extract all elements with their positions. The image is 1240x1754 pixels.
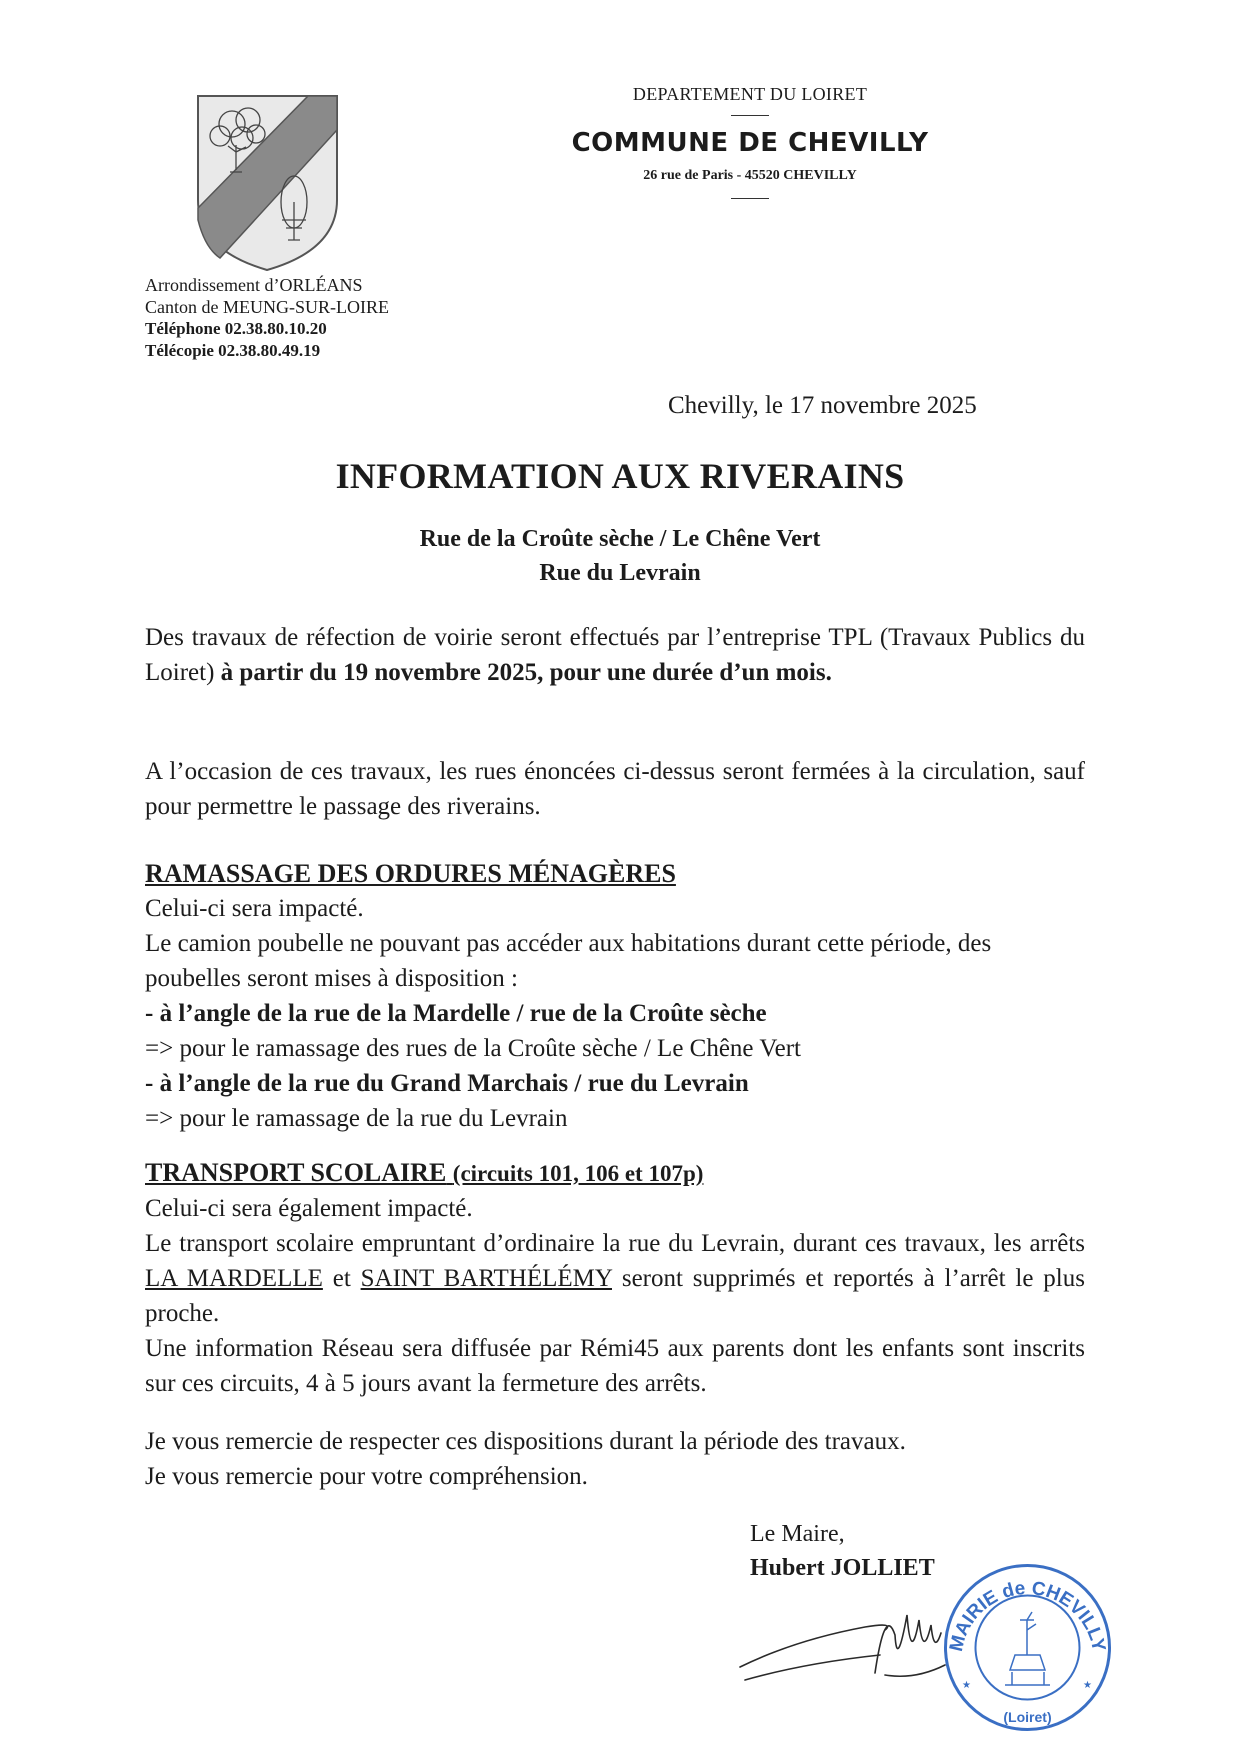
transport-line-2-c: seront supprimés et reportés à l’arrêt le plus proche. [145, 1265, 1085, 1327]
intro-text: Des travaux de réfection de voirie seront effectués par l’entreprise TPL (Travaux Publics du Loiret) [145, 624, 1085, 686]
transport-section [145, 1155, 1085, 1401]
intro-bold-text: à partir du 19 novembre 2025, pour une durée d’un mois. [220, 659, 832, 686]
waste-heading: RAMASSAGE DES ORDURES MÉNAGÈRES [145, 859, 676, 888]
signatory-role: Le Maire, [750, 1521, 845, 1547]
subtitle-line-2: Rue du Levrain [539, 560, 701, 586]
svg-text:★: ★ [962, 1680, 971, 1691]
department-name: DEPARTEMENT DU LOIRET [632, 84, 868, 104]
svg-text:★: ★ [1083, 1680, 1092, 1691]
waste-line-1: Celui-ci sera impacté. [145, 895, 364, 922]
signature-icon [735, 1585, 955, 1695]
mairie-stamp-icon [940, 1560, 1115, 1735]
transport-heading-title: TRANSPORT SCOLAIRE [145, 1158, 447, 1187]
transport-line-3: Une information Réseau sera diffusée par Rémi45 aux parents dont les enfants sont inscrits sur ces circuits, 4 à 5 jours avant la fermeture des arrêts. [145, 1335, 1085, 1397]
divider [731, 115, 769, 116]
page-title: INFORMATION AUX RIVERAINS [335, 456, 905, 496]
closing-line-1: Je vous remercie de respecter ces dispositions durant la période des travaux. [145, 1428, 906, 1455]
commune-address: 26 rue de Paris - 45520 CHEVILLY [643, 168, 857, 183]
waste-point-2: - à l’angle de la rue du Grand Marchais / rue du Levrain [145, 1070, 749, 1097]
letterhead [545, 84, 955, 199]
waste-section [145, 856, 1085, 1136]
transport-line-2-a: Le transport scolaire empruntant d’ordinaire la rue du Levrain, durant ces travaux, les arrêts [145, 1230, 1085, 1257]
canton: Canton de MEUNG-SUR-LOIRE [145, 297, 389, 317]
date-line: Chevilly, le 17 novembre 2025 [668, 392, 977, 419]
transport-line-2-b: et [322, 1265, 361, 1292]
closing-line-2: Je vous remercie pour votre compréhension. [145, 1463, 588, 1490]
transport-heading-circuits: (circuits 101, 106 et 107p) [452, 1161, 704, 1186]
stamp-top-text: MAIRIE de CHEVILLY [945, 1578, 1109, 1654]
waste-point-1: - à l’angle de la rue de la Mardelle / rue de la Croûte sèche [145, 1000, 767, 1027]
subtitle-line-1: Rue de la Croûte sèche / Le Chêne Vert [419, 526, 821, 552]
administrative-info [145, 274, 389, 362]
coat-of-arms-icon [190, 90, 345, 275]
waste-point-2-note: => pour le ramassage de la rue du Levrain [145, 1105, 568, 1132]
intro-paragraph [145, 620, 1085, 690]
waste-point-1-note: => pour le ramassage des rues de la Croûte sèche / Le Chêne Vert [145, 1035, 801, 1062]
stop-saint-barthelemy: SAINT BARTHÉLÉMY [360, 1265, 612, 1292]
transport-heading [145, 1155, 1085, 1191]
divider [731, 198, 769, 199]
arrondissement: Arrondissement d’ORLÉANS [145, 275, 363, 295]
stop-la-mardelle: LA MARDELLE [145, 1265, 323, 1292]
stamp-bottom-text: (Loiret) [1003, 1709, 1052, 1725]
phone: Téléphone 02.38.80.10.20 [145, 319, 327, 338]
signatory-name: Hubert JOLLIET [750, 1555, 935, 1581]
commune-name: COMMUNE DE CHEVILLY [571, 128, 929, 158]
subtitle [0, 522, 1240, 590]
closure-paragraph: A l’occasion de ces travaux, les rues énoncées ci-dessus seront fermées à la circulation, sauf pour permettre le passage des riverains. [145, 758, 1085, 820]
waste-line-2: Le camion poubelle ne pouvant pas accéder aux habitations durant cette période, des poubelles seront mises à disposition : [145, 930, 992, 992]
transport-line-2 [145, 1226, 1085, 1331]
signatory [750, 1517, 935, 1585]
transport-line-1: Celui-ci sera également impacté. [145, 1195, 473, 1222]
fax: Télécopie 02.38.80.49.19 [145, 341, 321, 360]
closing [145, 1424, 1085, 1494]
